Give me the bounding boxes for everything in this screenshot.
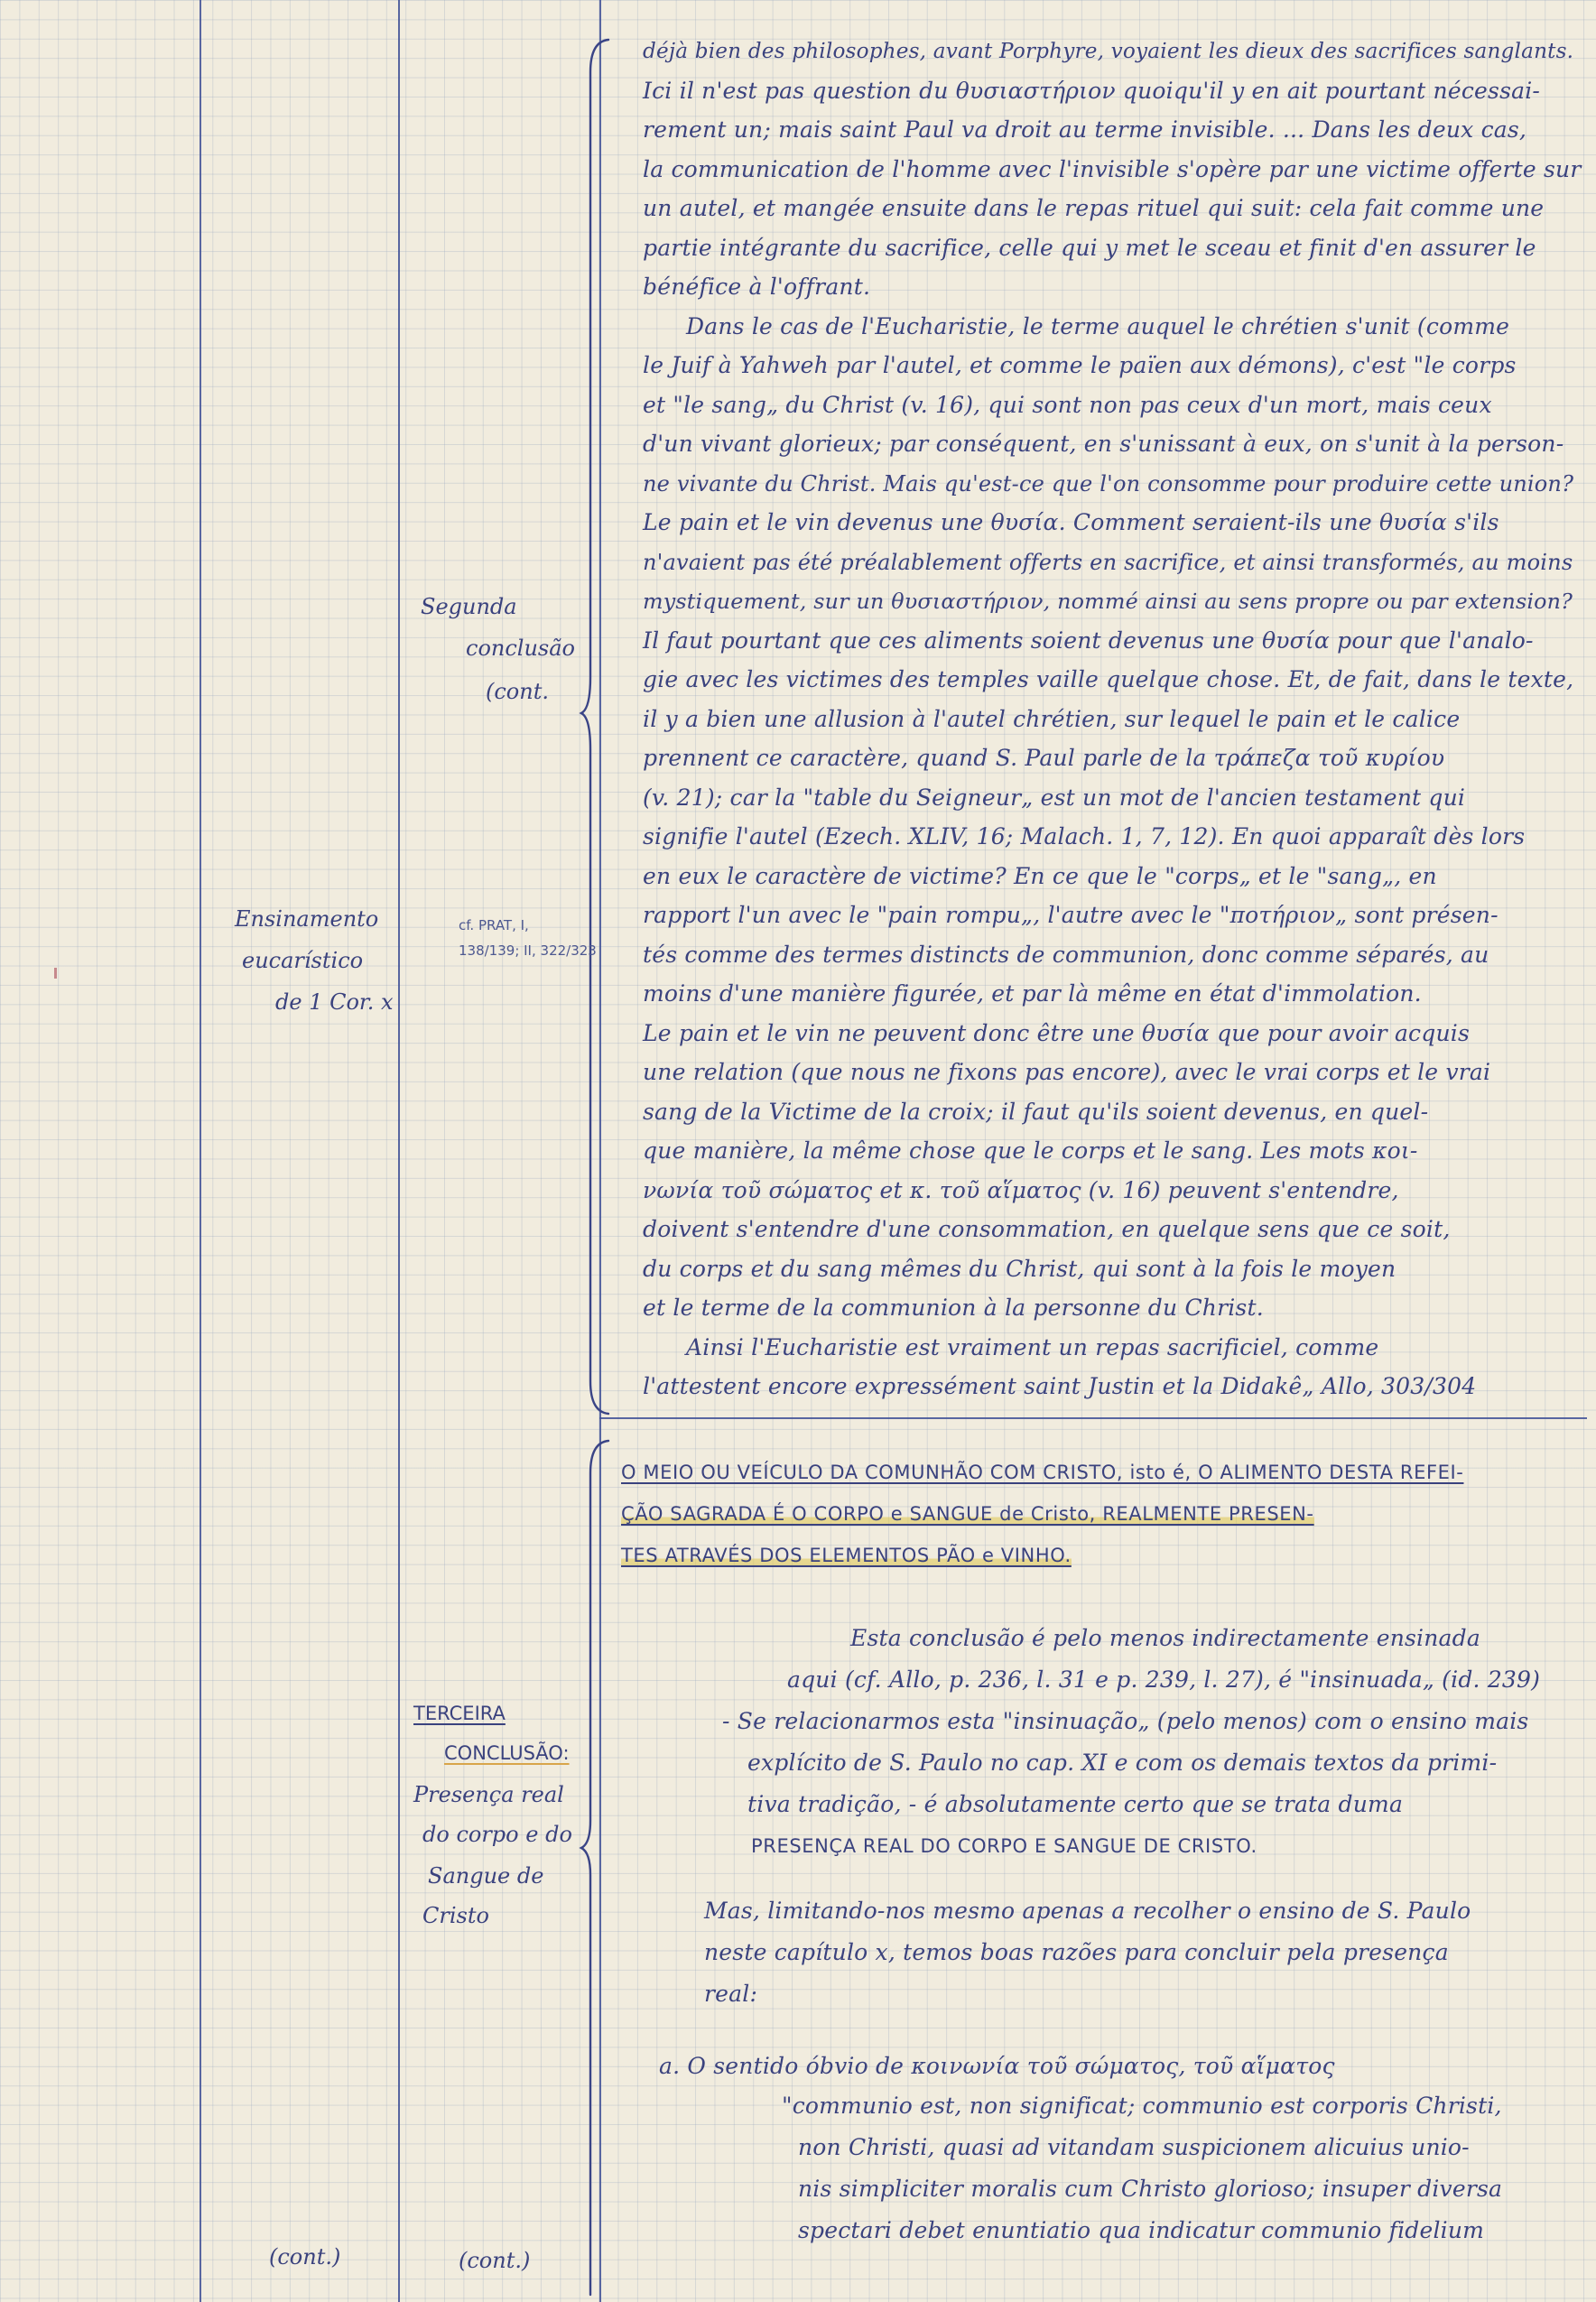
text-line: non Christi, quasi ad vitandam suspicionem alicuius unio- [798, 2134, 1470, 2160]
text-line: spectari debet enuntiatio qua indicatur communio fidelium [798, 2217, 1485, 2243]
text-line: (v. 21); car la "table du Seigneur„ est un mot de l'ancien testament qui [643, 784, 1466, 811]
margin-note-line: conclusão [466, 636, 575, 661]
text-line: du corps et du sang mêmes du Christ, qui sont à la fois le moyen [643, 1256, 1396, 1282]
margin-note-line: eucarístico [242, 948, 364, 973]
margin-note-line: Sangue de [428, 1863, 544, 1889]
text-line: O MEIO OU VEÍCULO DA COMUNHÃO COM CRISTO, isto é, O ALIMENTO DESTA REFEI- [621, 1462, 1464, 1483]
text-line: Le pain et le vin ne peuvent donc être une θυσία que pour avoir acquis [643, 1020, 1470, 1046]
margin-note-line: Cristo [422, 1903, 489, 1928]
text-line: partie intégrante du sacrifice, celle qui y met le sceau et finit d'en assurer le [643, 235, 1536, 261]
cont-note-mid: (cont.) [459, 2248, 531, 2273]
text-line: sang de la Victime de la croix; il faut qu'ils soient devenus, en quel- [643, 1099, 1429, 1125]
text-line: déjà bien des philosophes, avant Porphyre, voyaient les dieux des sacrifices sanglants. [643, 40, 1574, 63]
section-divider [599, 1417, 1587, 1419]
text-line: neste capítulo x, temos boas razões para concluir pela presença [704, 1939, 1449, 1965]
text-line: doivent s'entendre d'une consommation, en quelque sens que ce soit, [643, 1216, 1451, 1242]
margin-note-line: CONCLUSÃO: [444, 1742, 570, 1764]
text-line: moins d'une manière figurée, et par là même en état d'immolation. [643, 980, 1422, 1007]
cont-note-left: (cont.) [269, 2244, 341, 2270]
text-line: "communio est, non significat; communio est corporis Christi, [782, 2093, 1502, 2119]
text-line: d'un vivant glorieux; par conséquent, en s'unissant à eux, on s'unit à la person- [643, 431, 1564, 457]
margin-note-line: Ensinamento [235, 906, 379, 932]
text-line: en eux le caractère de victime? En ce que le "corps„ et le "sang„, en [643, 863, 1437, 889]
text-line: nis simpliciter moralis cum Christo glorioso; insuper diversa [798, 2176, 1503, 2202]
margin-note-line: TERCEIRA [413, 1703, 506, 1724]
text-line: explícito de S. Paulo no cap. XI e com os demais textos da primi- [747, 1750, 1498, 1776]
red-ink-mark [54, 968, 57, 979]
crossref-line: 138/139; II, 322/323 [459, 942, 597, 959]
text-line: real: [704, 1981, 758, 2007]
text-line: - Se relacionarmos esta "insinuação„ (pelo menos) com o ensino mais [722, 1708, 1529, 1734]
text-line: gie avec les victimes des temples vaille quelque chose. Et, de fait, dans le texte, [643, 666, 1574, 692]
margin-note-line: do corpo e do [422, 1822, 572, 1847]
text-line: Ainsi l'Eucharistie est vraiment un repas sacrificiel, comme [686, 1334, 1379, 1360]
text-line: mystiquement, sur un θυσιαστήριον, nommé ainsi au sens propre ou par extension? [643, 589, 1573, 614]
brace-french-block [578, 36, 614, 1417]
text-line: Mas, limitando-nos mesmo apenas a recolher o ensino de S. Paulo [704, 1898, 1471, 1924]
text-line: a. O sentido óbvio de κοινωνία τοῦ σώματος, τοῦ αἵματος [659, 2053, 1335, 2079]
text-line: le Juif à Yahweh par l'autel, et comme le païen aux démons), c'est "le corps [643, 352, 1517, 378]
margin-note-line: Presença real [413, 1782, 564, 1807]
text-line: la communication de l'homme avec l'invisible s'opère par une victime offerte sur [643, 156, 1582, 182]
text-line: un autel, et mangée ensuite dans le repas rituel qui suit: cela fait comme une [643, 195, 1545, 221]
crossref-line: cf. PRAT, I, [459, 917, 529, 933]
text-line: TES ATRAVÉS DOS ELEMENTOS PÃO e VINHO. [621, 1540, 1072, 1571]
text-line: que manière, la même chose que le corps et le sang. Les mots κοι- [643, 1137, 1418, 1164]
text-line: ÇÃO SAGRADA É O CORPO e SANGUE de Cristo, REALMENTE PRESEN- [621, 1499, 1314, 1529]
text-line: il y a bien une allusion à l'autel chrétien, sur lequel le pain et le calice [643, 706, 1461, 732]
text-line: Esta conclusão é pelo menos indirectamente ensinada [850, 1625, 1480, 1651]
margin-rule-middle [398, 0, 400, 2302]
text-line: ne vivante du Christ. Mais qu'est-ce que l'on consomme pour produire cette union? [643, 471, 1574, 497]
margin-note-line: (cont. [486, 679, 549, 704]
text-line: Le pain et le vin devenus une θυσία. Comment seraient-ils une θυσία s'ils [643, 509, 1499, 535]
text-line: bénéfice à l'offrant. [643, 274, 871, 300]
text-line: Dans le cas de l'Eucharistie, le terme auquel le chrétien s'unit (comme [686, 313, 1510, 339]
text-line: νωνία τοῦ σώματος et κ. τοῦ αἵματος (v. 16) peuvent s'entendre, [643, 1177, 1399, 1203]
text-line: et le terme de la communion à la personne du Christ. [643, 1295, 1264, 1321]
text-line: n'avaient pas été préalablement offerts en sacrifice, et ainsi transformés, au moins [643, 550, 1573, 575]
text-line: une relation (que nous ne fixons pas encore), avec le vrai corps et le vrai [643, 1059, 1491, 1085]
text-line: tés comme des termes distincts de communion, donc comme séparés, au [643, 942, 1489, 968]
margin-note-line: de 1 Cor. x [275, 989, 394, 1015]
text-line: l'attestent encore expressément saint Justin et la Didakê„ Allo, 303/304 [643, 1373, 1477, 1399]
text-line: rement un; mais saint Paul va droit au terme invisible. ... Dans les deux cas, [643, 116, 1527, 143]
text-line: prennent ce caractère, quand S. Paul parle de la τράπεζα τοῦ κυρίου [643, 745, 1445, 771]
text-line: aqui (cf. Allo, p. 236, l. 31 e p. 239, l. 27), é "insinuada„ (id. 239) [787, 1666, 1541, 1693]
margin-rule-left [200, 0, 201, 2302]
text-line: signifie l'autel (Ezech. XLIV, 16; Malach. 1, 7, 12). En quoi apparaît dès lors [643, 823, 1526, 849]
text-line: et "le sang„ du Christ (v. 16), qui sont non pas ceux d'un mort, mais ceux [643, 392, 1492, 418]
text-line: PRESENÇA REAL DO CORPO E SANGUE DE CRISTO. [751, 1835, 1257, 1857]
margin-note-line: Segunda [421, 594, 517, 619]
text-line: rapport l'un avec le "pain rompu„, l'autre avec le "ποτήριον„ sont présen- [643, 902, 1499, 928]
text-line: Ici il n'est pas question du θυσιαστήριον quoiqu'il y en ait pourtant nécessai- [643, 78, 1541, 104]
brace-caps-block [578, 1437, 614, 2300]
text-line: Il faut pourtant que ces aliments soient devenus une θυσία pour que l'analo- [643, 627, 1534, 654]
text-line: tiva tradição, - é absolutamente certo que se trata duma [747, 1791, 1404, 1817]
